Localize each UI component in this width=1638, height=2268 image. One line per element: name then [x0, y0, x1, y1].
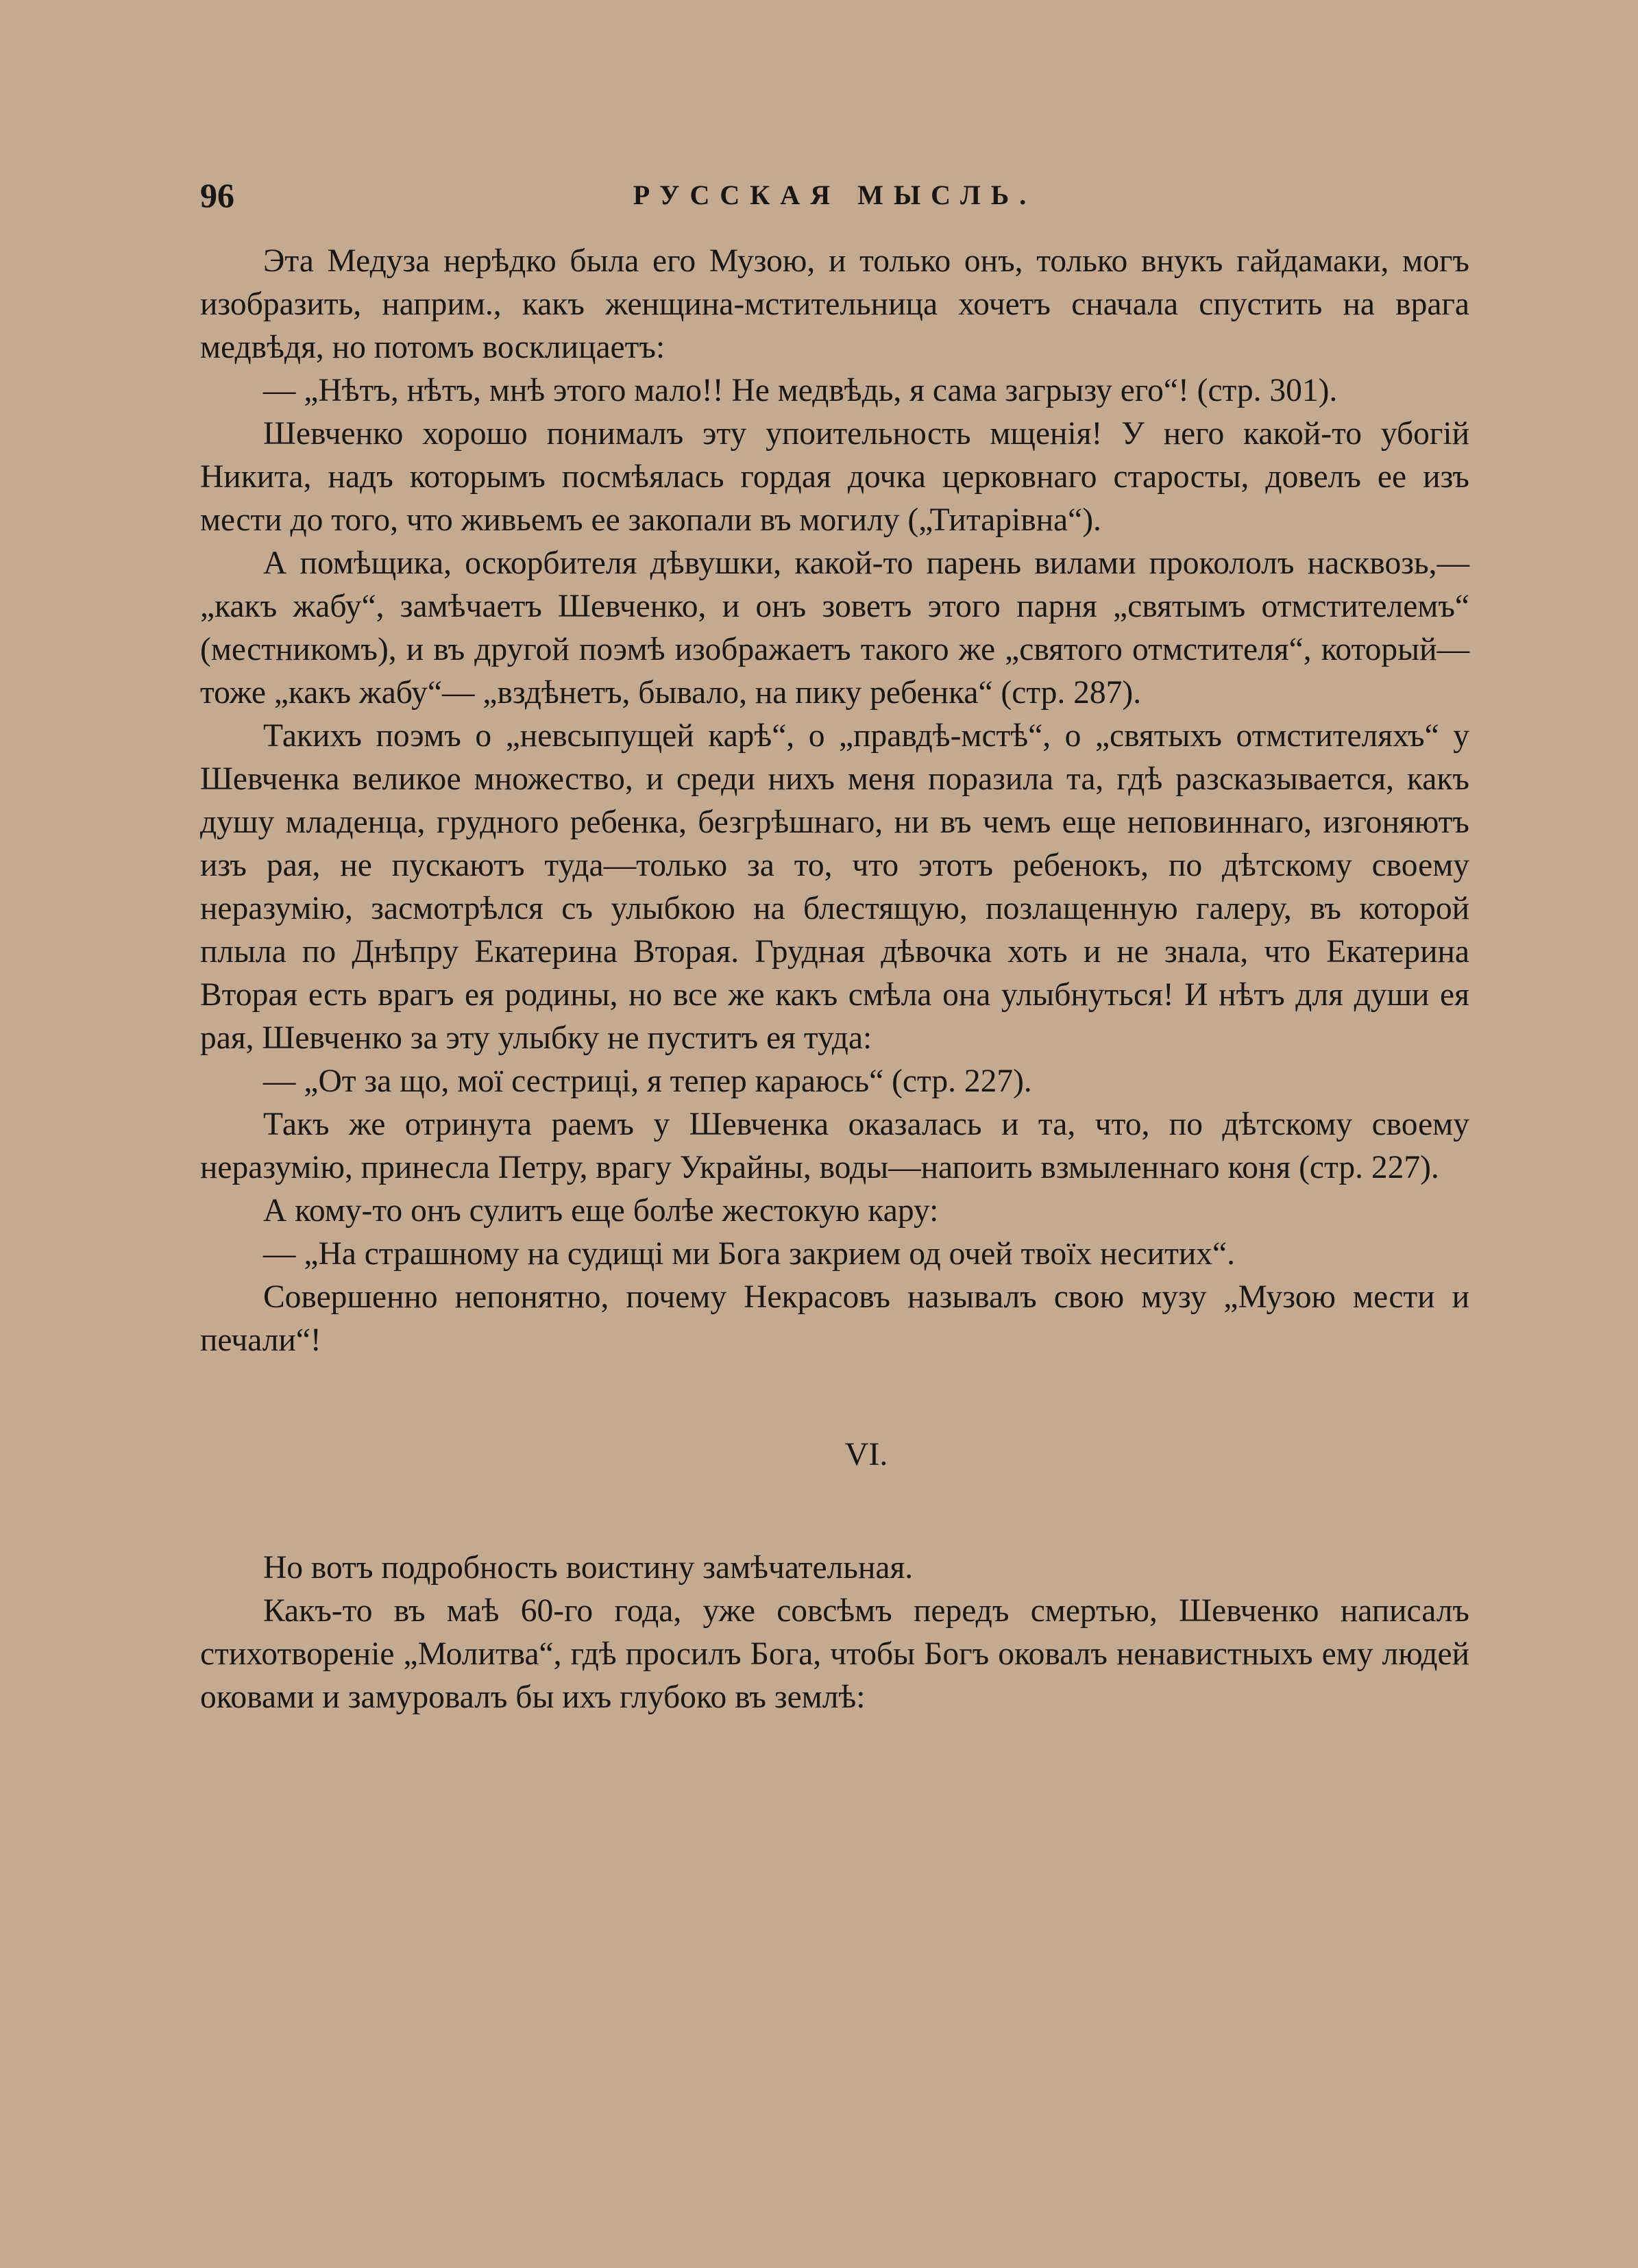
paragraph: — „На страшному на судищі ми Бога закрием од очей твоїх неситих“. — [263, 1236, 1235, 1272]
paragraph: Такихъ поэмъ о „невсыпущей карѣ“, о „правдѣ-мстѣ“, о „святыхъ отмстителяхъ“ у Шевченка великое множество, и среди нихъ меня поразила та, гдѣ разсказывается, какъ душу младенца, грудного ребенка, безгрѣшнаго, ни въ чемъ еще неповиннаго, изгоняютъ изъ рая, не пускаютъ туда—только за то, что этотъ ребенокъ, по дѣтскому своему неразумію, засмотрѣлся съ улыбкою на блестящую, позлащенную галеру, въ которой плыла по Днѣпру Екатерина Вторая. Грудная дѣвочка хоть и не знала, что Екатерина Вторая есть врагъ ея родины, но все же какъ смѣла она улыбнуться! И нѣтъ для души ея рая, Шевченко за эту улыбку не пуститъ ея туда: — [200, 718, 1469, 1056]
paragraph: — „От за що, мої сестриці, я тепер караюсь“ (стр. 227). — [263, 1063, 1032, 1099]
paragraph: Совершенно непонятно, почему Некрасовъ называлъ свою музу „Музою мести и печали“! — [200, 1279, 1469, 1358]
paragraph: Шевченко хорошо понималъ эту упоительность мщенія! У него какой-то убогій Никита, надъ которымъ посмѣялась гордая дочка церковнаго старосты, довелъ ее изъ мести до того, что живьемъ ее закопали въ могилу („Титарівна“). — [200, 416, 1469, 538]
section-spacer — [200, 1476, 1469, 1546]
paragraph: А помѣщика, оскорбителя дѣвушки, какой-то парень вилами прокололъ насквозь,—„какъ жабу“, замѣчаетъ Шевченко, и онъ зоветъ этого парня „святымъ отмстителемъ“ (местникомъ), и въ другой поэмѣ изображаетъ такого же „святого отмстителя“, который—тоже „какъ жабу“— „вздѣнетъ, бывало, на пику ребенка“ (стр. 287). — [200, 545, 1469, 711]
paragraph: А кому-то онъ сулитъ еще болѣе жестокую кару: — [263, 1193, 939, 1229]
paragraph: — „Нѣтъ, нѣтъ, мнѣ этого мало!! Не медвѣдь, я сама загрызу его“! (стр. 301). — [263, 373, 1338, 408]
running-title: РУССКАЯ МЫСЛЬ. — [633, 180, 1037, 210]
paragraph: Эта Медуза нерѣдко была его Музою, и только онъ, только внукъ гайдамаки, могъ изобразить, наприм., какъ женщина-мстительница хочетъ сначала спустить на врага медвѣдя, но потомъ восклицаетъ: — [200, 243, 1469, 365]
paragraph: Какъ-то въ маѣ 60-го года, уже совсѣмъ передъ смертью, Шевченко написалъ стихотвореніе „Молитва“, гдѣ просилъ Бога, чтобы Богъ оковалъ ненавистныхъ ему людей оковами и замуровалъ бы ихъ глубоко въ землѣ: — [200, 1593, 1469, 1715]
section-spacer — [200, 1362, 1469, 1433]
page-number: 96 — [200, 176, 234, 214]
paragraph: Но вотъ подробность воистину замѣчательная. — [263, 1550, 914, 1586]
paragraph: Такъ же отринута раемъ у Шевченка оказалась и та, что, по дѣтскому своему неразумію, принесла Петру, врагу Украйны, воды—напоить взмыленнаго коня (стр. 227). — [200, 1107, 1469, 1185]
page-header — [200, 171, 1469, 219]
section-heading: VI. — [844, 1436, 888, 1472]
body-text — [200, 240, 1469, 1719]
